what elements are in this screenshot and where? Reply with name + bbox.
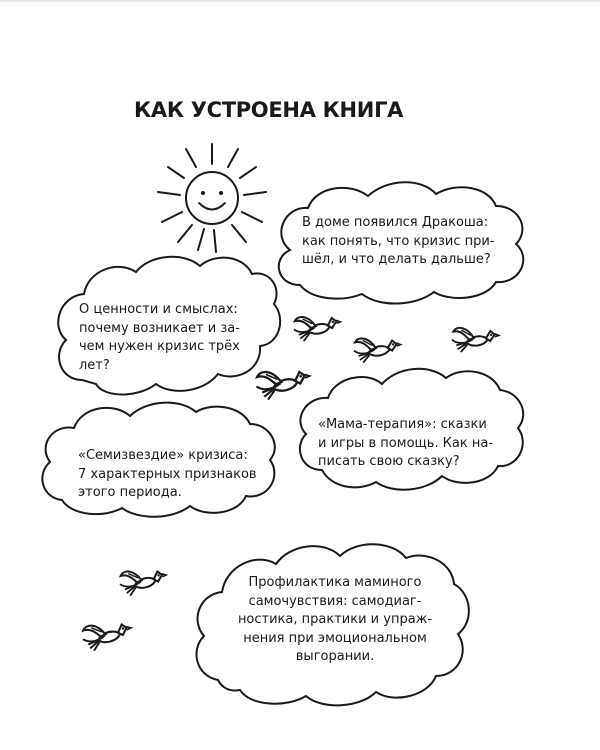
cloud-text-1 — [302, 214, 512, 270]
smiling-sun-icon — [158, 144, 266, 252]
cloud-text-line: писать свою сказку? — [318, 454, 460, 469]
bird-icon — [80, 617, 134, 652]
cloud-text-line: и игры в помощь. Как на- — [318, 435, 494, 451]
bird-icon — [353, 334, 402, 363]
cloud-text-line: шёл, и что делать дальше? — [302, 252, 491, 267]
cloud-text-line: как понять, что кризис при- — [302, 233, 495, 249]
cloud-text-4 — [78, 447, 264, 503]
cloud-text-line: ностика, практики и упраж- — [237, 612, 433, 627]
cloud-text-line: лет? — [79, 357, 110, 373]
bird-icon — [292, 312, 342, 343]
cloud-text-line: почему возникает и за- — [79, 320, 240, 336]
cloud-text-line: В доме появился Дракоша: — [302, 215, 489, 230]
cloud-text-line: нения при эмоциональном — [243, 630, 427, 646]
cloud-text-2 — [79, 301, 249, 375]
cloud-text-line: «Семизвездие» кризиса: — [78, 448, 248, 463]
cloud-text-5 — [236, 574, 434, 667]
page-title: КАК УСТРОЕНА КНИГА — [134, 98, 404, 122]
cloud-text-line: 7 характерных признаков — [78, 466, 257, 482]
cloud-text-line: самочувствия: самодиаг- — [248, 593, 422, 609]
bird-icon — [118, 565, 169, 597]
bird-icon — [451, 325, 500, 352]
cloud-text-line: выгорании. — [295, 649, 375, 664]
cloud-text-3 — [318, 416, 508, 472]
cloud-text-line: «Мама-терапия»: сказки — [318, 417, 487, 432]
cloud-text-line: чем нужен кризис трёх — [79, 339, 240, 354]
cloud-text-line: этого периода. — [78, 485, 182, 500]
cloud-text-line: О ценности и смыслах: — [79, 302, 238, 317]
cloud-text-line: Профилактика маминого — [248, 575, 422, 590]
bird-icon — [254, 364, 312, 401]
